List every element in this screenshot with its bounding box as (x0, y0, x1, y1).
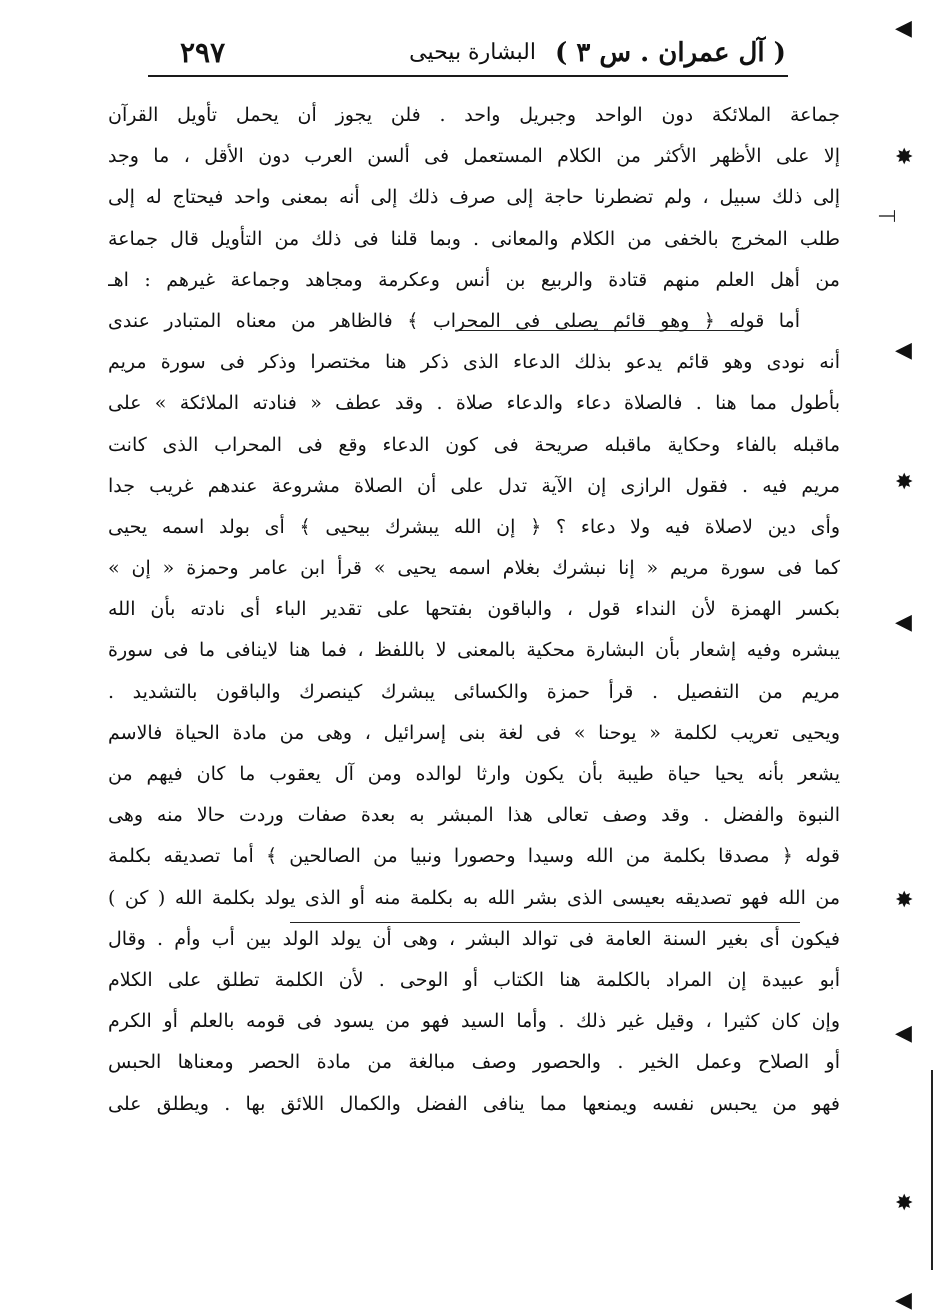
header-rule (148, 75, 788, 77)
binding-mark-icon: ◀ (895, 1021, 912, 1046)
text-line: أبو عبيدة إن المراد بالكلمة هنا الكتاب أو الوحى . لأن الكلمة تطلق على الكلام (108, 968, 840, 991)
text-line: النبوة والفضل . وقد وصف تعالى هذا المبشر به بعدة صفات وردت حالا منه وهى (108, 804, 840, 827)
binding-mark-icon: ✸ (895, 1191, 914, 1216)
text-line: أنه نودى وهو قائم يدعو بذلك الدعاء الذى ذكر هنا مختصرا وذكر فى سورة مريم (108, 351, 840, 374)
binding-mark-icon: ◀ (895, 1288, 912, 1313)
text-line: وإن كان كثيرا ، وقيل غير ذلك . وأما السيد فهو من يسود فى قومه بالعلم أو الكرم (108, 1010, 840, 1033)
binding-mark-icon: ◀ (895, 610, 912, 635)
header-topic: البشارة بيحيى (409, 40, 536, 65)
text-line: طلب المخرج بالخفى من الكلام والمعانى . وبما قلنا فى ذلك من التأويل قال جماعة (108, 227, 840, 250)
body-text (108, 95, 840, 1125)
text-line: أو الصلاح وعمل الخير . والحصور وصف مبالغة من مادة الحصر ومعناها الحبس (108, 1051, 840, 1074)
header-chapter: ( آل عمران . س ٣ ) (554, 38, 786, 68)
text-line: فيكون أى بغير السنة العامة فى توالد البشر ، وهى أن يولد الولد بين أب وأم . وقال (108, 927, 840, 950)
page-edge-line (931, 1070, 933, 1270)
text-line: مريم فيه . فقول الرازى إن الآية تدل على أن الصلاة مشروعة عندهم غريب جدا (108, 474, 840, 497)
binding-mark-icon: ✸ (895, 470, 914, 495)
text-line: ويحيى تعريب لكلمة « يوحنا » فى لغة بنى إسرائيل ، وهى من مادة الحياة فالاسم (108, 721, 840, 744)
text-line: من أهل العلم منهم قتادة والربيع بن أنس وعكرمة ومجاهد وجماعة غيرهم : اهـ (108, 268, 840, 291)
text-line: كما فى سورة مريم « إنا نبشرك بغلام اسمه يحيى » قرأ ابن عامر وحمزة « إن » (108, 557, 840, 580)
binding-mark-icon: ⟞ (878, 203, 897, 228)
text-line: من الله فهو تصديقه بعيسى الذى بشر الله به بكلمة منه أو الذى يولد بكلمة الله ( كن ) (108, 886, 840, 909)
section-rule (290, 922, 800, 923)
text-line: ماقبله بالفاء وحكاية ماقبله صريحة فى كون الدعاء وقع فى المحراب الذى كانت (108, 433, 840, 456)
text-line: مريم من التفصيل . قرأ حمزة والكسائى يبشرك كينصرك والباقون بالتشديد . (108, 680, 840, 703)
text-line: إلى ذلك سبيل ، ولم تضطرنا حاجة إلى صرف ذلك إلى أنه بمعنى واحد فيحتاج له إلى (108, 186, 840, 209)
text-line: وأى دين لاصلاة فيه ولا دعاء ؟ ﴿ إن الله يبشرك بيحيى ﴾ أى بولد اسمه يحيى (108, 515, 840, 538)
binding-mark-icon: ✸ (895, 888, 914, 913)
text-line: يبشره وفيه إشعار بأن البشارة محكية بالمعنى لا باللفظ ، فما هنا لاينافى ما فى سورة (108, 639, 840, 662)
page-number: ٢٩٧ (180, 36, 226, 69)
text-line: بكسر الهمزة لأن النداء قول ، والباقون بفتحها على تقدير الباء أى نادته بأن الله (108, 598, 840, 621)
text-line: قوله ﴿ مصدقا بكلمة من الله وسيدا وحصورا ونبيا من الصالحين ﴾ أما تصديقه بكلمة (108, 845, 840, 868)
text-line: بأطول مما هنا . فالصلاة دعاء والدعاء صلاة . وقد عطف « فنادته الملائكة » على (108, 392, 840, 415)
running-header (150, 34, 786, 74)
text-line: إلا على الأظهر الأكثر من الكلام المستعمل فى ألسن العرب دون الأقل ، ما وجد (108, 145, 840, 168)
binding-mark-icon: ✸ (895, 145, 914, 170)
text-line: فهو من يحبس نفسه ويمنعها مما ينافى الفضل والكمال اللائق بها . ويطلق على (108, 1092, 840, 1115)
text-line: أما قوله ﴿ وهو قائم يصلى فى المحراب ﴾ فالظاهر من معناه المتبادر عندى (108, 309, 800, 332)
binding-mark-icon: ◀ (895, 16, 912, 41)
section-rule (455, 330, 750, 331)
binding-mark-icon: ◀ (895, 338, 912, 363)
text-line: جماعة الملائكة دون الواحد وجبريل واحد . فلن يجوز أن يحمل تأويل القرآن (108, 104, 840, 126)
text-line: يشعر بأنه يحيا حياة طيبة بأن يكون وارثا لوالده ومن آل يعقوب ما كان فيهم من (108, 763, 840, 785)
